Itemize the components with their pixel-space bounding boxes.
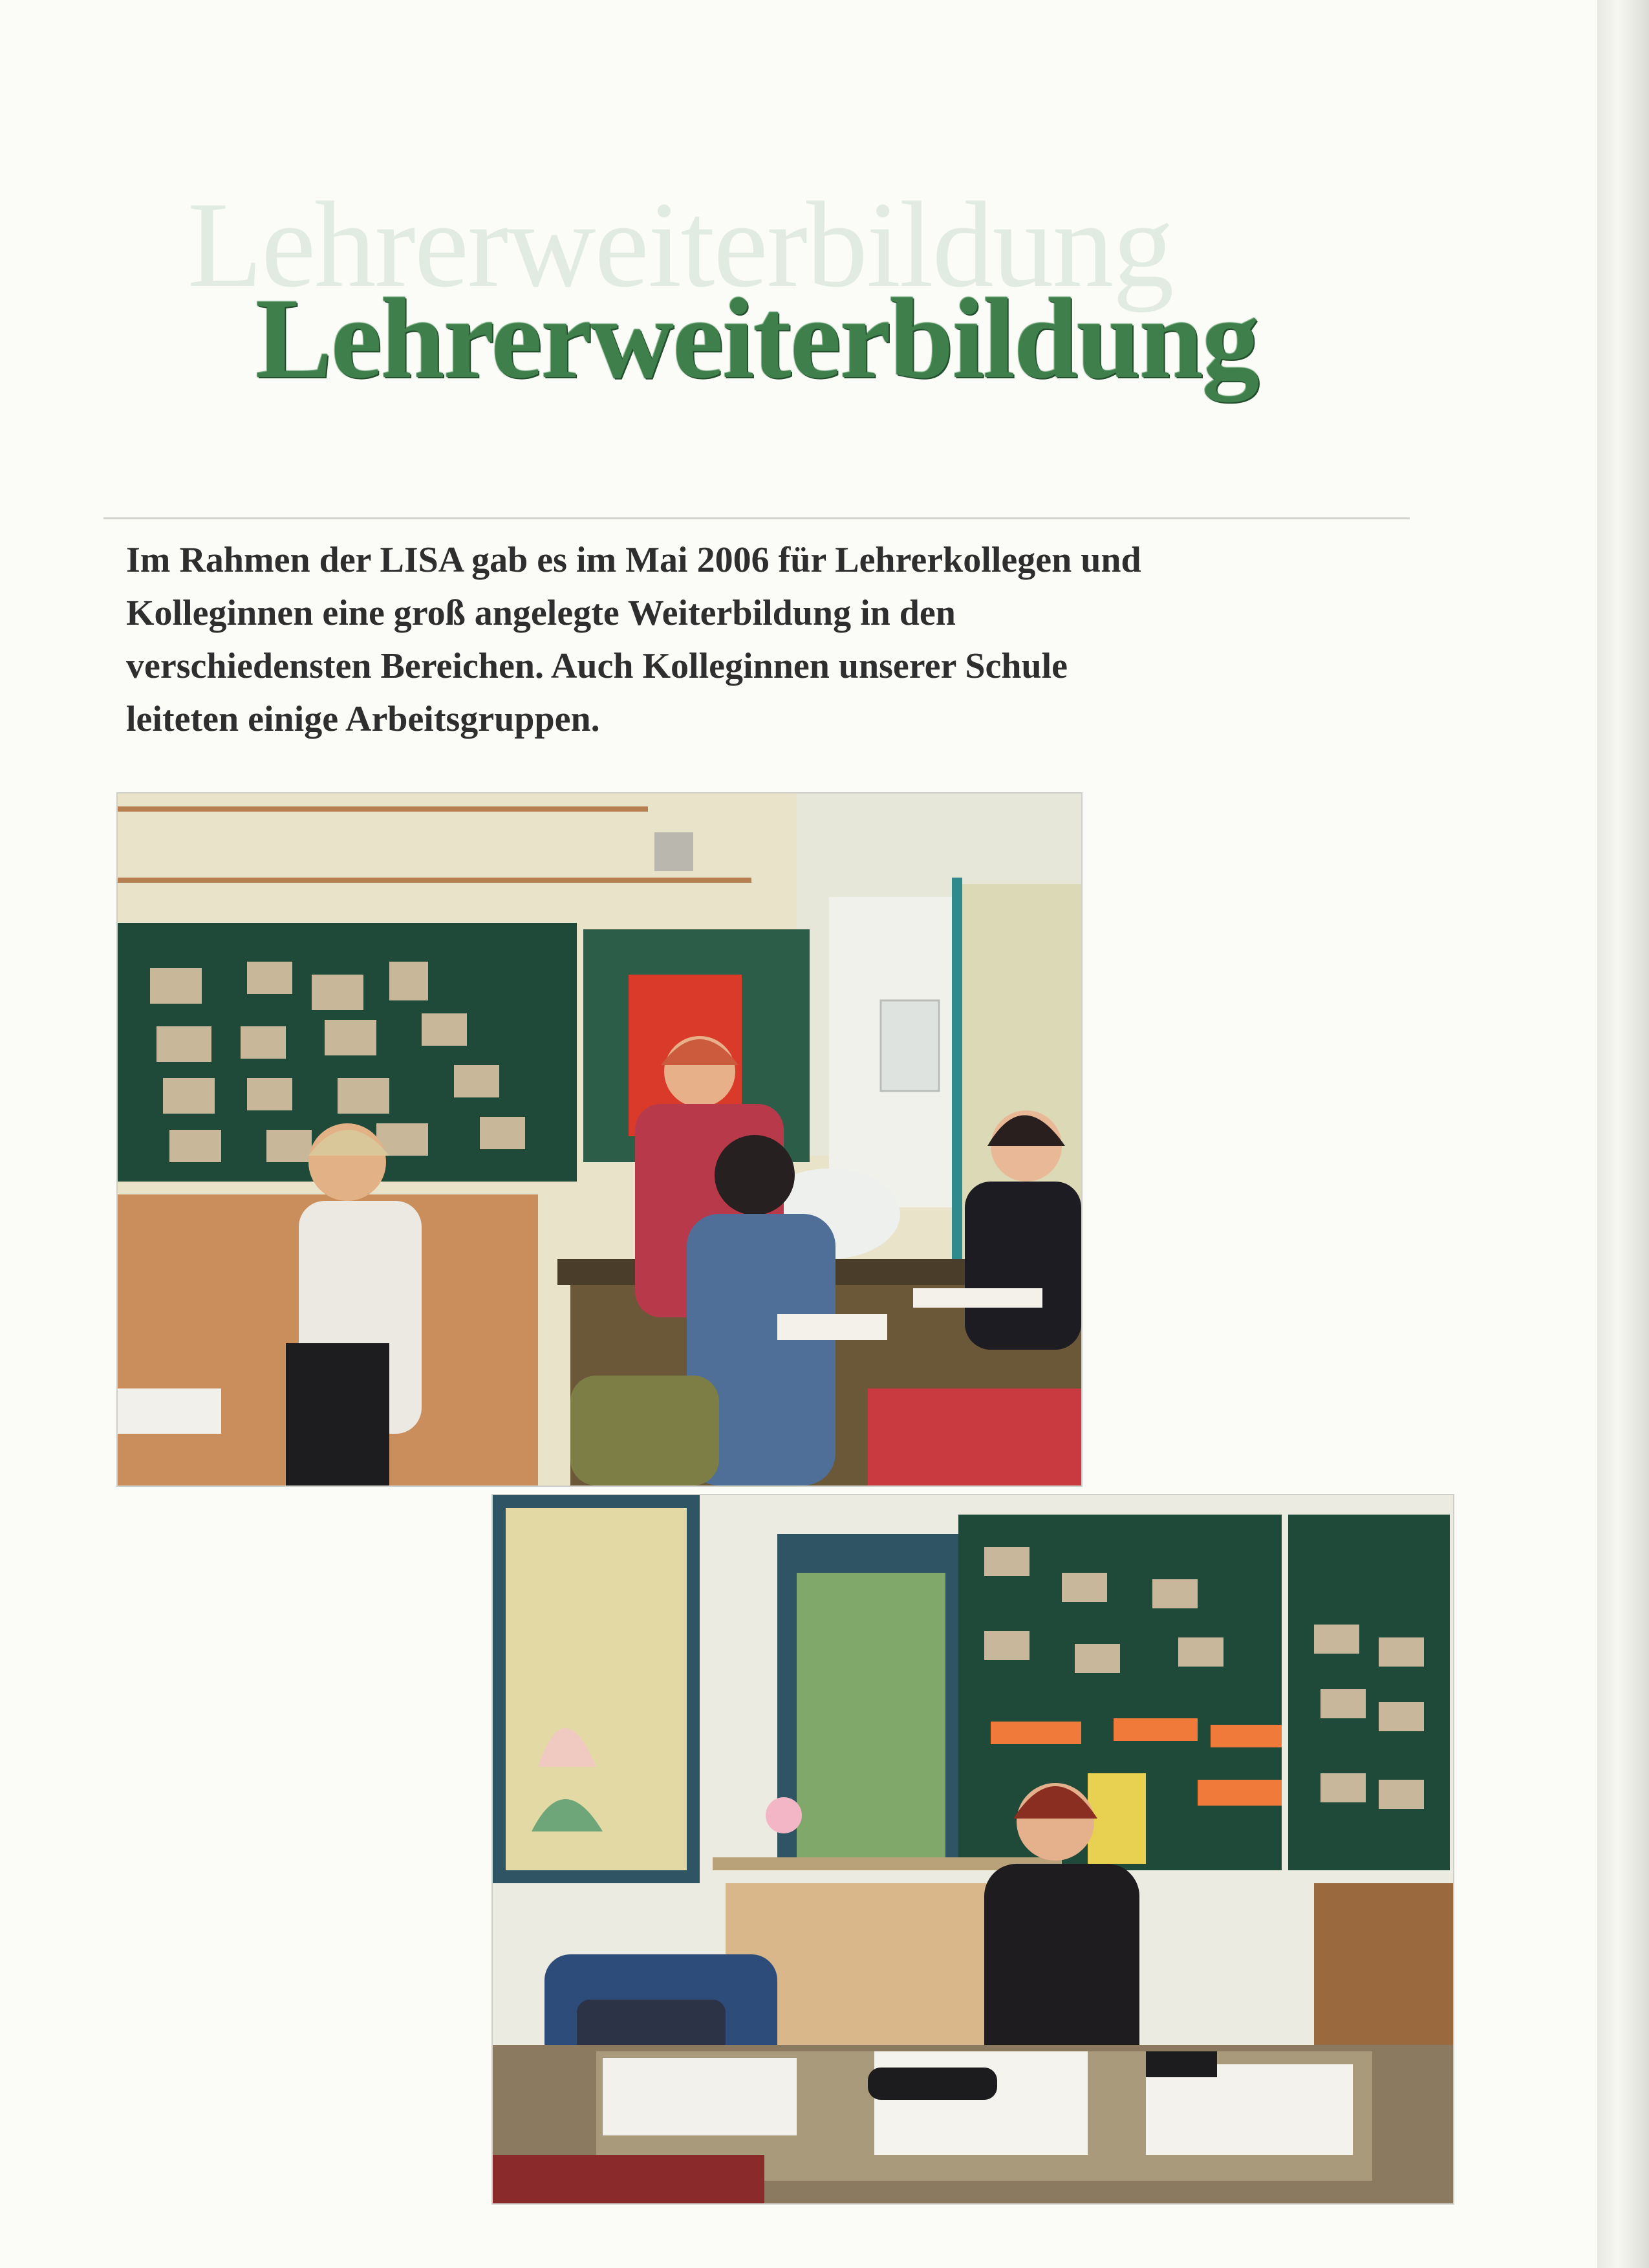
title-shadow: Lehrerweiterbildung bbox=[188, 177, 1173, 313]
divider-line bbox=[103, 517, 1410, 519]
intro-line-1: Im Rahmen der LISA gab es im Mai 2006 für Lehrerkollegen und bbox=[126, 540, 1141, 580]
intro-line-2: Kolleginnen eine groß angelegte Weiterbildung in den bbox=[126, 593, 956, 633]
page-edge bbox=[1597, 0, 1649, 2268]
intro-paragraph bbox=[126, 534, 1394, 746]
intro-line-4: leiteten einige Arbeitsgruppen. bbox=[126, 699, 600, 739]
workshop-group-photo bbox=[116, 792, 1083, 1487]
page-title: Lehrerweiterbildung bbox=[255, 274, 1258, 402]
teacher-at-desk-photo bbox=[491, 1494, 1454, 2205]
teacher-at-desk-illustration bbox=[493, 1495, 1453, 2203]
workshop-group-illustration bbox=[118, 794, 1081, 1485]
intro-line-3: verschiedensten Bereichen. Auch Kolleginnen unserer Schule bbox=[126, 646, 1068, 686]
